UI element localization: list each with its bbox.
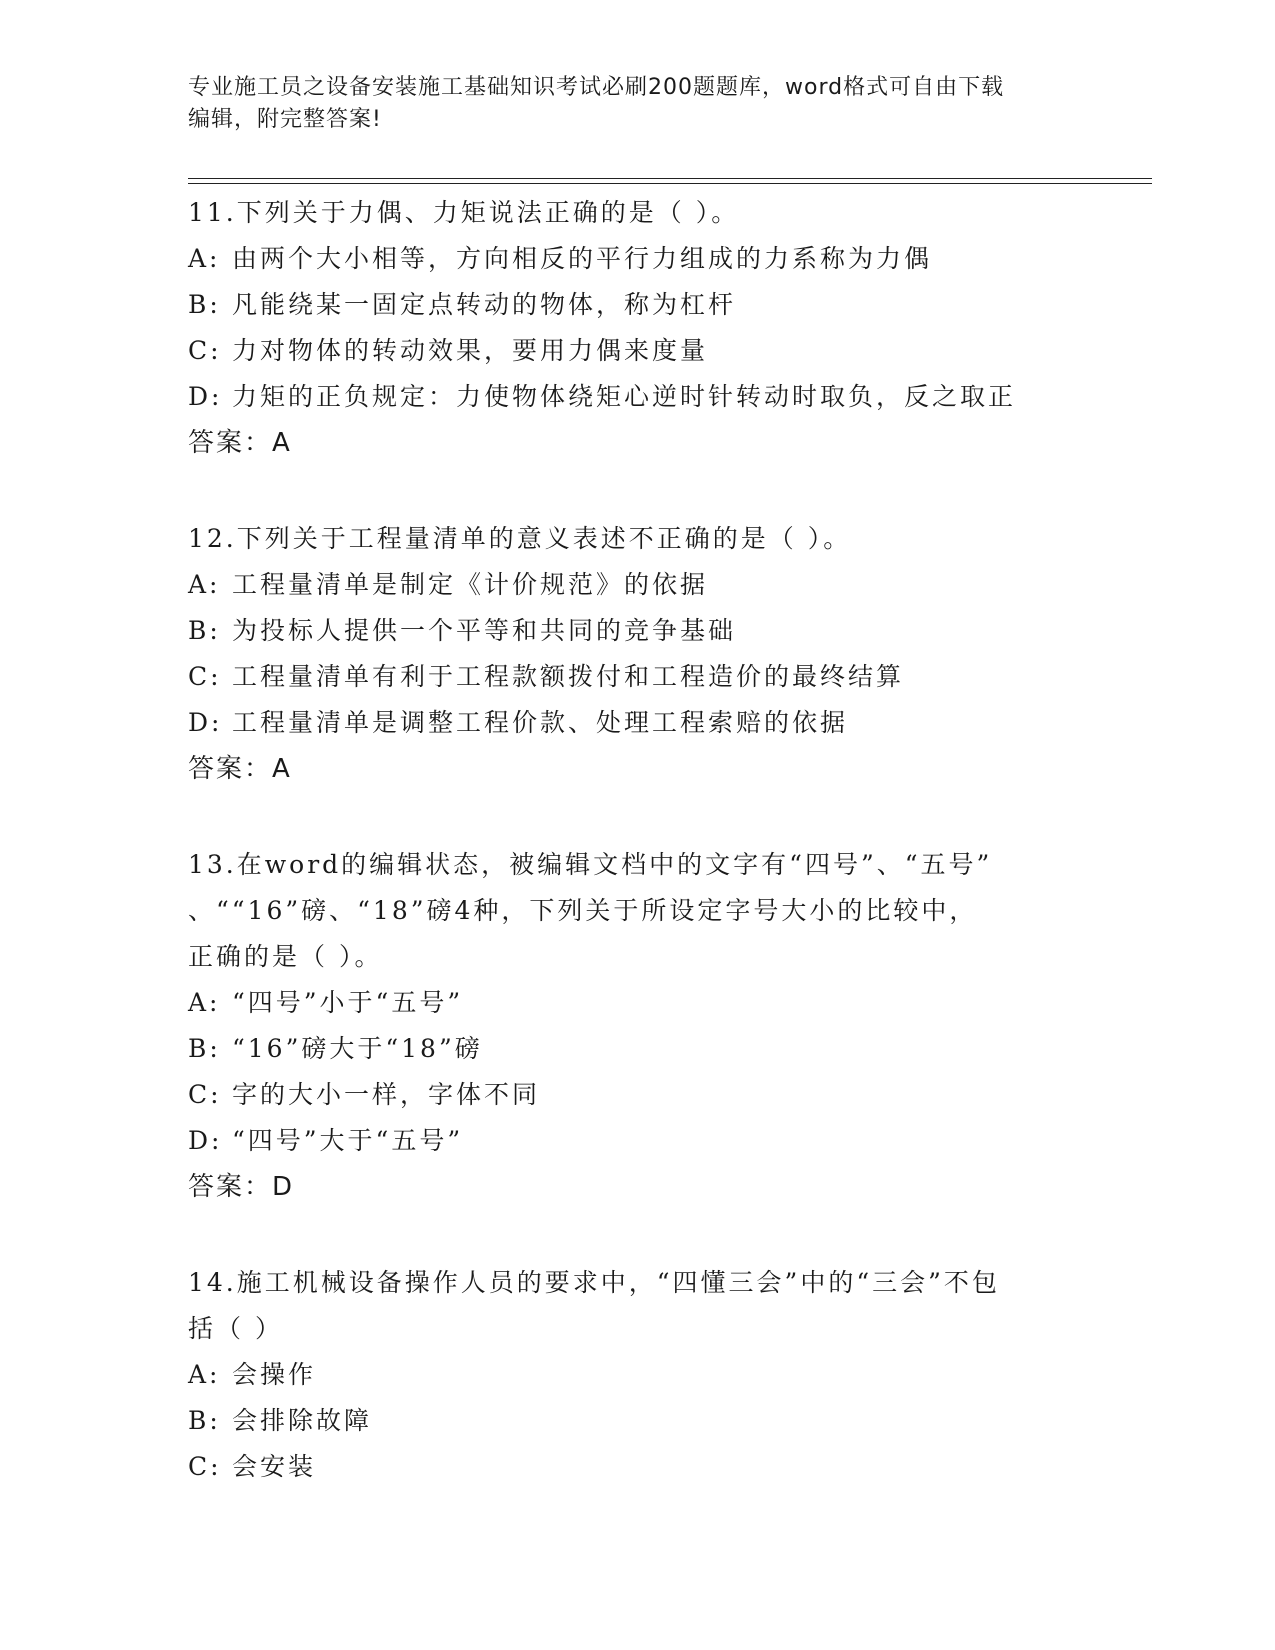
answer-label: 答案：D bbox=[188, 1172, 295, 1202]
option-text: 力对物体的转动效果，要用力偶来度量 bbox=[232, 336, 709, 365]
option-key: A: bbox=[188, 1360, 221, 1389]
option-key: D: bbox=[188, 708, 223, 737]
option-text: 会安装 bbox=[232, 1452, 317, 1481]
option-key: C: bbox=[188, 336, 222, 365]
option-a bbox=[188, 236, 1088, 282]
header-divider-top bbox=[188, 178, 1152, 179]
question-13 bbox=[188, 842, 1088, 1210]
option-text: 工程量清单是制定《计价规范》的依据 bbox=[232, 570, 709, 599]
question-stem-line-2: 括（ ） bbox=[188, 1314, 283, 1343]
option-text: 凡能绕某一固定点转动的物体，称为杠杆 bbox=[232, 290, 737, 319]
option-b bbox=[188, 282, 1088, 328]
option-key: B: bbox=[188, 616, 221, 645]
option-text: 字的大小一样，字体不同 bbox=[232, 1080, 541, 1109]
option-key: B: bbox=[188, 1406, 221, 1435]
option-text: 工程量清单是调整工程价款、处理工程索赔的依据 bbox=[232, 708, 849, 737]
header-divider-bottom bbox=[188, 183, 1152, 184]
option-text: 力矩的正负规定：力使物体绕矩心逆时针转动时取负，反之取正 bbox=[232, 382, 1017, 411]
option-text: 由两个大小相等，方向相反的平行力组成的力系称为力偶 bbox=[232, 244, 933, 273]
option-key: B: bbox=[188, 290, 221, 319]
option-text: “16”磅大于“18”磅 bbox=[232, 1034, 483, 1063]
question-14 bbox=[188, 1260, 1088, 1490]
answer-label: 答案：A bbox=[188, 754, 292, 784]
option-d bbox=[188, 700, 1088, 746]
option-a bbox=[188, 562, 1088, 608]
option-text: 为投标人提供一个平等和共同的竞争基础 bbox=[232, 616, 737, 645]
option-text: “四号”小于“五号” bbox=[232, 988, 464, 1017]
option-key: B: bbox=[188, 1034, 221, 1063]
question-stem-line-1: 13.在word的编辑状态，被编辑文档中的文字有“四号”、“五号” bbox=[188, 850, 993, 879]
option-c bbox=[188, 1072, 1088, 1118]
option-d bbox=[188, 374, 1088, 420]
question-11 bbox=[188, 190, 1088, 466]
header-title-line-1: 专业施工员之设备安装施工基础知识考试必刷200题题库，word格式可自由下载 bbox=[188, 75, 1005, 100]
question-stem-line-3: 正确的是（ ）。 bbox=[188, 942, 383, 971]
document-header bbox=[188, 72, 1088, 136]
option-a bbox=[188, 980, 1088, 1026]
option-key: A: bbox=[188, 244, 221, 273]
option-key: D: bbox=[188, 1126, 223, 1155]
option-c bbox=[188, 1444, 1088, 1490]
option-a bbox=[188, 1352, 1088, 1398]
option-text: “四号”大于“五号” bbox=[232, 1126, 464, 1155]
answer-label: 答案：A bbox=[188, 428, 292, 458]
option-key: C: bbox=[188, 1080, 222, 1109]
question-stem-line-1: 14.施工机械设备操作人员的要求中，“四懂三会”中的“三会”不包 bbox=[188, 1268, 1000, 1297]
option-b bbox=[188, 1398, 1088, 1444]
option-c bbox=[188, 654, 1088, 700]
option-c bbox=[188, 328, 1088, 374]
option-key: D: bbox=[188, 382, 223, 411]
option-key: A: bbox=[188, 570, 221, 599]
header-title-line-2: 编辑，附完整答案! bbox=[188, 107, 382, 132]
option-d bbox=[188, 1118, 1088, 1164]
option-b bbox=[188, 608, 1088, 654]
question-stem-line-2: 、““16”磅、“18”磅4种，下列关于所设定字号大小的比较中， bbox=[188, 896, 978, 925]
question-list bbox=[188, 190, 1088, 1540]
option-text: 会排除故障 bbox=[232, 1406, 373, 1435]
question-12 bbox=[188, 516, 1088, 792]
option-text: 工程量清单有利于工程款额拨付和工程造价的最终结算 bbox=[232, 662, 905, 691]
question-stem: 12.下列关于工程量清单的意义表述不正确的是（ ）。 bbox=[188, 524, 852, 553]
option-key: A: bbox=[188, 988, 221, 1017]
question-stem: 11.下列关于力偶、力矩说法正确的是（ ）。 bbox=[188, 198, 740, 227]
option-key: C: bbox=[188, 662, 222, 691]
option-b bbox=[188, 1026, 1088, 1072]
option-key: C: bbox=[188, 1452, 222, 1481]
option-text: 会操作 bbox=[232, 1360, 317, 1389]
